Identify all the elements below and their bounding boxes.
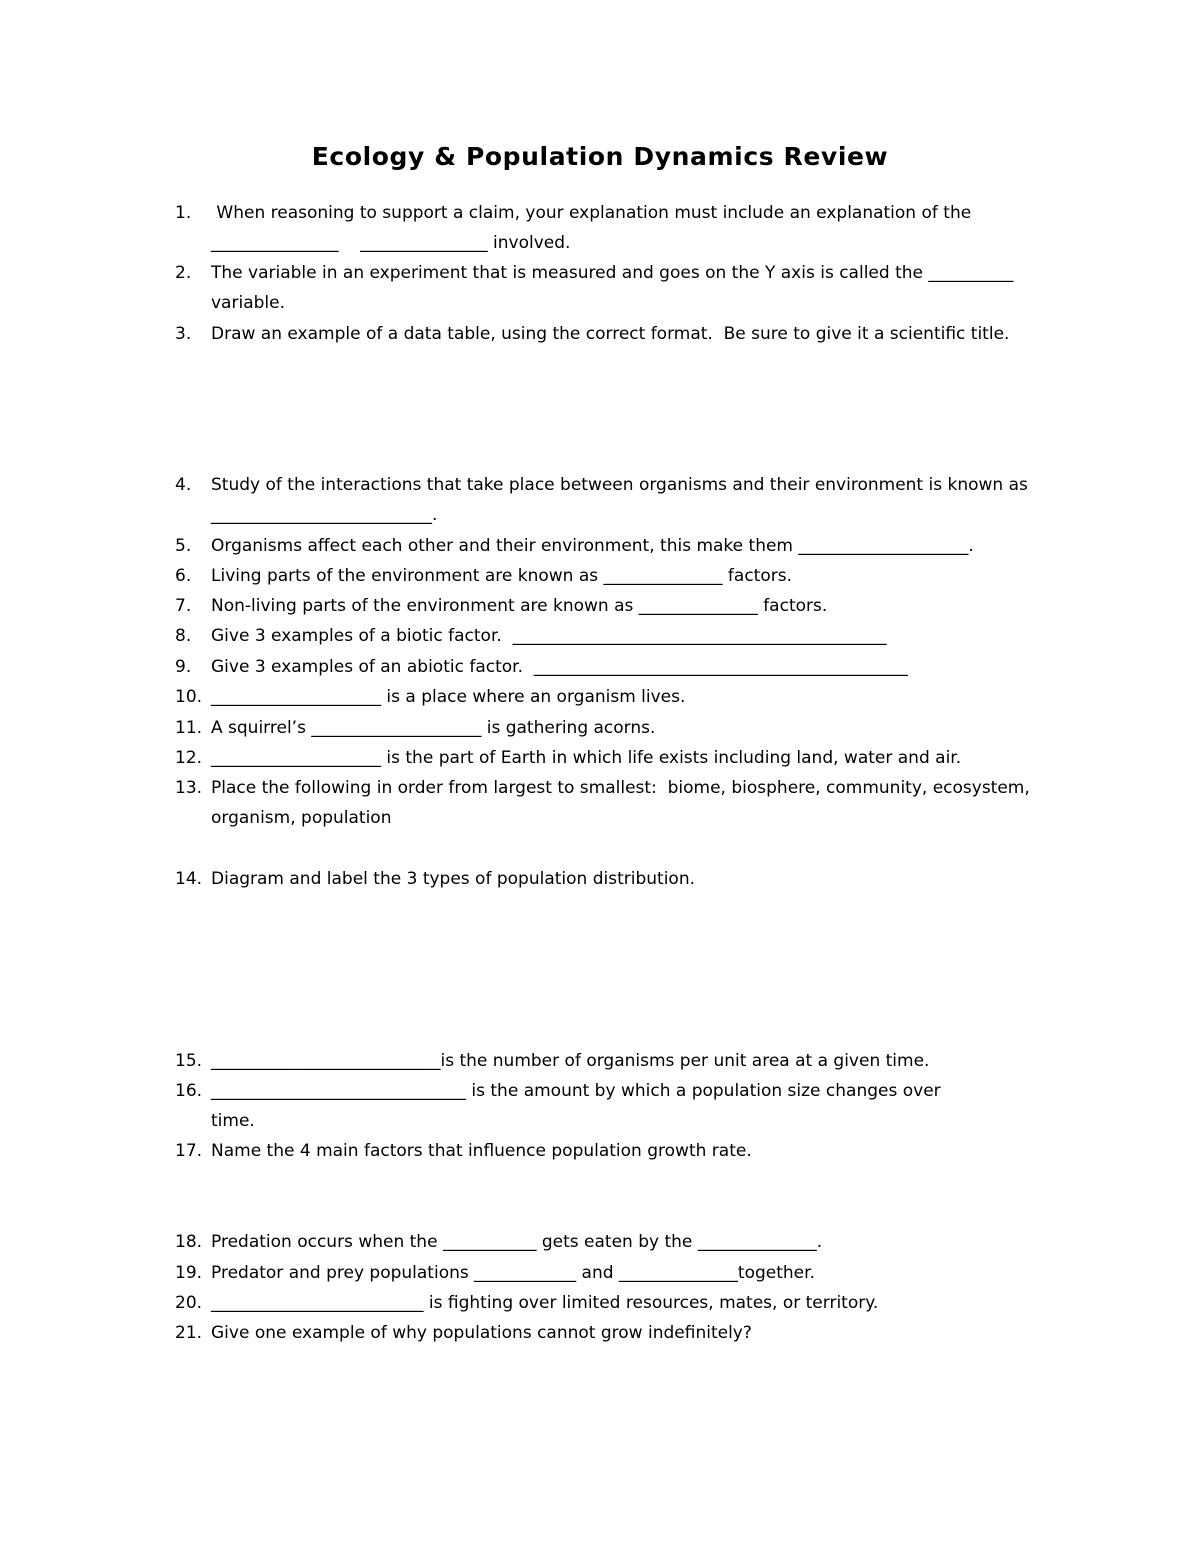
question-text: _________________________ is fighting over limited resources, mates, or territory. — [211, 1293, 879, 1313]
question-number: 11. — [175, 718, 203, 738]
question-text: Give 3 examples of an abiotic factor. ____________________________________________ — [211, 657, 908, 677]
question-text: Organisms affect each other and their environment, this make them ____________________. — [211, 536, 974, 556]
question-text: When reasoning to support a claim, your explanation must include an explanation of the — [211, 203, 972, 223]
question-number: 9. — [175, 657, 192, 677]
question-text: Study of the interactions that take place between organisms and their environment is known as — [211, 475, 1028, 495]
question-number: 13. — [175, 778, 203, 798]
question-number: 3. — [175, 324, 192, 344]
question-text-continued: __________________________. — [211, 505, 438, 525]
question-text: Draw an example of a data table, using the correct format. Be sure to give it a scientific title. — [211, 324, 1010, 344]
question-text: ___________________________is the number of organisms per unit area at a given time. — [211, 1051, 930, 1071]
question-text-continued: variable. — [211, 293, 285, 313]
question-number: 8. — [175, 626, 192, 646]
question-text: A squirrel’s ____________________ is gathering acorns. — [211, 718, 656, 738]
question-text: ______________________________ is the amount by which a population size changes over — [211, 1081, 941, 1101]
question-text-continued: time. — [211, 1111, 255, 1131]
question-text: Living parts of the environment are known as ______________ factors. — [211, 566, 792, 586]
question-text-continued: organism, population — [211, 808, 392, 828]
question-text: ____________________ is a place where an organism lives. — [211, 687, 686, 707]
question-text: Non-living parts of the environment are known as ______________ factors. — [211, 596, 828, 616]
question-number: 4. — [175, 475, 192, 495]
question-text: Name the 4 main factors that influence population growth rate. — [211, 1141, 752, 1161]
question-number: 7. — [175, 596, 192, 616]
question-number: 17. — [175, 1141, 203, 1161]
question-number: 21. — [175, 1323, 203, 1343]
question-number: 16. — [175, 1081, 203, 1101]
question-text-continued: _______________ _______________ involved. — [211, 233, 571, 253]
question-text: Diagram and label the 3 types of population distribution. — [211, 869, 695, 889]
question-text: The variable in an experiment that is measured and goes on the Y axis is called the __________ — [211, 263, 1014, 283]
question-number: 18. — [175, 1232, 203, 1252]
question-number: 14. — [175, 869, 203, 889]
question-number: 5. — [175, 536, 192, 556]
question-number: 1. — [175, 203, 192, 223]
question-number: 15. — [175, 1051, 203, 1071]
question-number: 10. — [175, 687, 203, 707]
question-number: 19. — [175, 1263, 203, 1283]
question-number: 2. — [175, 263, 192, 283]
question-text: Place the following in order from largest to smallest: biome, biosphere, community, ecosystem, — [211, 778, 1030, 798]
question-text: Give one example of why populations cannot grow indefinitely? — [211, 1323, 752, 1343]
question-text: Predator and prey populations ____________ and ______________together. — [211, 1263, 815, 1283]
question-text: Predation occurs when the ___________ gets eaten by the ______________. — [211, 1232, 823, 1252]
question-text: ____________________ is the part of Earth in which life exists including land, water and air. — [211, 748, 962, 768]
question-number: 20. — [175, 1293, 203, 1313]
page-title: Ecology & Population Dynamics Review — [311, 142, 889, 171]
question-number: 6. — [175, 566, 192, 586]
question-text: Give 3 examples of a biotic factor. ____________________________________________ — [211, 626, 887, 646]
question-number: 12. — [175, 748, 203, 768]
